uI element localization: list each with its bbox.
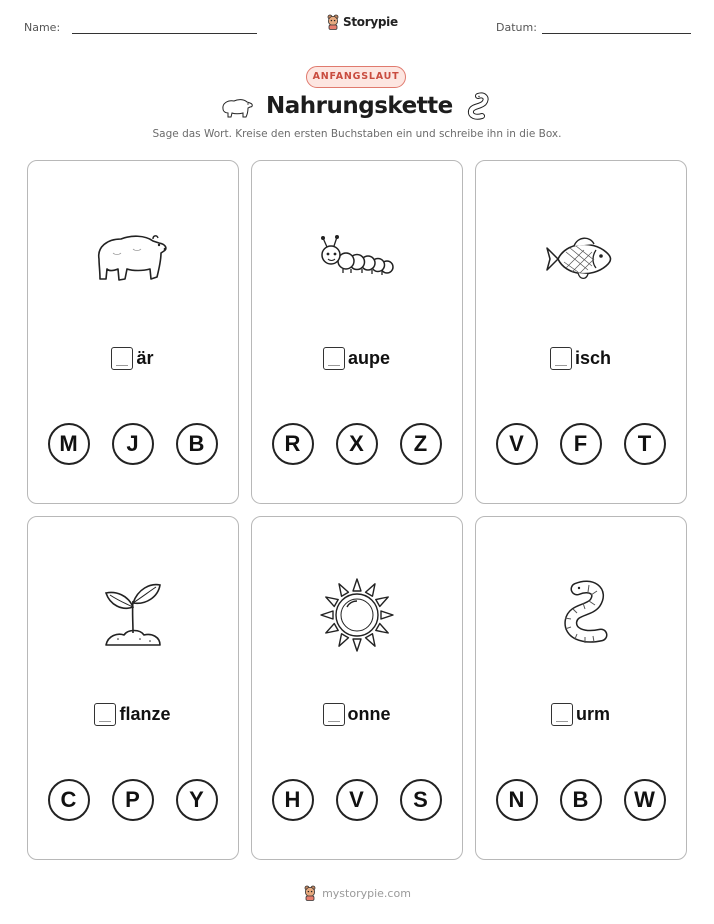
name-label: Name: (24, 21, 61, 34)
letter-choice[interactable]: T (624, 423, 666, 465)
storypie-mascot-icon (326, 14, 340, 30)
answer-box[interactable] (323, 347, 345, 370)
card-wurm (475, 516, 687, 860)
instructions: Sage das Wort. Kreise den ersten Buchstaben ein und schreibe ihn in die Box. (152, 128, 562, 140)
word-line (252, 703, 461, 726)
worksheet-header (0, 0, 714, 50)
brand-logo (326, 14, 398, 30)
letter-choice[interactable]: Y (176, 779, 218, 821)
letter-choices (252, 423, 461, 465)
name-line[interactable] (72, 33, 257, 34)
fish-icon (544, 230, 618, 288)
word-line (252, 347, 461, 370)
card-picture (476, 225, 685, 293)
letter-choice[interactable]: P (112, 779, 154, 821)
answer-box[interactable] (551, 703, 573, 726)
polar-bear-icon (93, 225, 173, 287)
card-sonne (251, 516, 463, 860)
letter-choices (252, 779, 461, 821)
letter-choice[interactable]: Z (400, 423, 442, 465)
letter-choices (28, 423, 237, 465)
card-picture (252, 225, 461, 293)
card-fisch (475, 160, 687, 504)
letter-choices (476, 779, 685, 821)
letter-choice[interactable]: B (560, 779, 602, 821)
letter-choice[interactable]: X (336, 423, 378, 465)
word-ending: aupe (347, 348, 390, 368)
letter-choice[interactable]: J (112, 423, 154, 465)
card-picture (476, 581, 685, 649)
letter-choice[interactable]: V (336, 779, 378, 821)
sprout-icon (100, 581, 166, 651)
card-raupe (251, 160, 463, 504)
word-ending: urm (575, 704, 610, 724)
word-ending: onne (347, 704, 391, 724)
word-line (28, 347, 237, 370)
caterpillar-icon (317, 235, 397, 285)
worm-icon (464, 92, 490, 122)
letter-choices (476, 423, 685, 465)
date-line[interactable] (542, 33, 691, 34)
letter-choice[interactable]: V (496, 423, 538, 465)
worm-icon (551, 579, 611, 651)
letter-choice[interactable]: F (560, 423, 602, 465)
card-pflanze (27, 516, 239, 860)
letter-choice[interactable]: B (176, 423, 218, 465)
word-line (476, 347, 685, 370)
answer-box[interactable] (550, 347, 572, 370)
storypie-mascot-icon (303, 885, 317, 901)
brand-name: Storypie (343, 15, 398, 29)
card-picture (28, 225, 237, 293)
letter-choice[interactable]: R (272, 423, 314, 465)
word-line (28, 703, 237, 726)
letter-choices (28, 779, 237, 821)
card-picture (252, 581, 461, 649)
word-line (476, 703, 685, 726)
polar-bear-icon (220, 95, 254, 119)
letter-choice[interactable]: S (400, 779, 442, 821)
title-row (0, 90, 714, 126)
letter-choice[interactable]: W (624, 779, 666, 821)
letter-choice[interactable]: H (272, 779, 314, 821)
card-baer (27, 160, 239, 504)
letter-choice[interactable]: C (48, 779, 90, 821)
card-picture (28, 581, 237, 649)
date-label: Datum: (496, 21, 537, 34)
letter-choice[interactable]: N (496, 779, 538, 821)
answer-box[interactable] (323, 703, 345, 726)
answer-box[interactable] (94, 703, 116, 726)
answer-box[interactable] (111, 347, 133, 370)
word-ending: isch (574, 348, 612, 368)
page-title: Nahrungskette (266, 93, 453, 119)
letter-choice[interactable]: M (48, 423, 90, 465)
topic-badge: ANFANGSLAUT (306, 66, 406, 88)
sun-icon (319, 577, 395, 653)
word-ending: flanze (119, 704, 171, 724)
footer-url[interactable]: mystorypie.com (322, 886, 411, 900)
word-ending: är (136, 348, 154, 368)
footer (0, 885, 714, 901)
